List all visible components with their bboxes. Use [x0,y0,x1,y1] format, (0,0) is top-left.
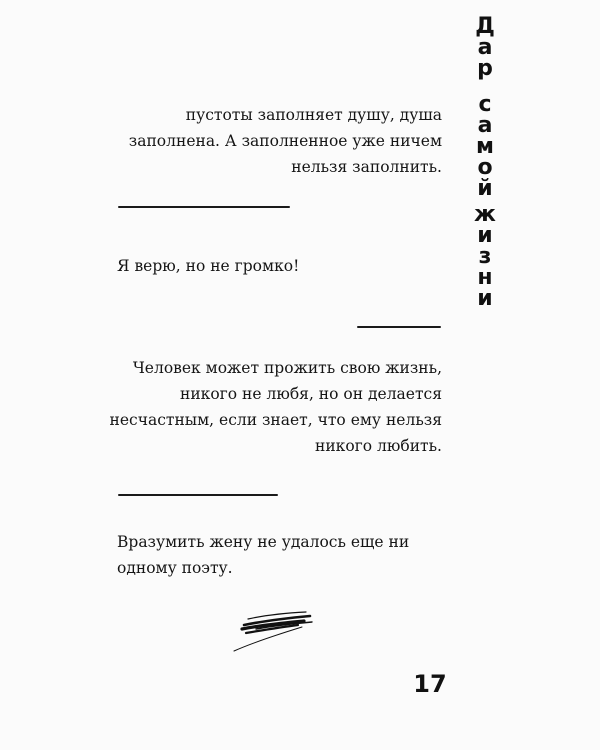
side-title [470,16,500,79]
side-title-letter: й [477,176,493,201]
paragraph-2-line-1: Я верю, но не громко! [117,257,300,275]
paragraph-1-line-1: пустоты заполняет душу, душа [185,106,442,124]
paragraph-1-line-2: заполнена. А заполненное уже ничем [128,132,442,150]
paragraph-4 [117,529,457,581]
side-title-letter: а [477,113,493,138]
paragraph-1 [90,102,442,180]
separator-rule-2 [357,326,441,328]
side-title-word-1 [470,16,500,79]
paragraph-3-line-2: никого не любя, но он делается [180,385,442,403]
side-title-letter: н [477,265,493,290]
side-title-letter: а [477,35,493,60]
separator-rule-3 [118,494,278,496]
side-title-letter: и [477,223,493,248]
side-title-letter: з [478,244,492,269]
side-title-letter: о [477,155,493,180]
page-number: 17 [413,670,447,698]
paragraph-1-line-3: нельзя заполнить. [291,158,442,176]
paragraph-3-line-3: несчастным, если знает, что ему нельзя [109,411,442,429]
side-title-letter: с [478,92,492,117]
paragraph-3 [90,355,442,459]
side-title-letter: р [477,56,493,81]
separator-rule-1 [118,206,290,208]
paragraph-4-line-2: одному поэту. [117,559,233,577]
side-title-word-2 [470,94,500,199]
side-title-word-3 [470,204,500,309]
paragraph-2 [117,253,437,279]
side-title-letter: и [477,286,493,311]
paragraph-3-line-4: никого любить. [314,437,442,455]
side-title-letter: м [476,134,494,159]
side-title-letter: ж [474,202,496,227]
side-title-letter: Д [475,14,495,39]
paragraph-3-line-1: Человек может прожить свою жизнь, [132,359,442,377]
paragraph-4-line-1: Вразумить жену не удалось еще ни [117,533,410,551]
side-title-2 [470,94,500,199]
scribble-ornament [226,605,326,655]
side-title-3 [470,204,500,309]
